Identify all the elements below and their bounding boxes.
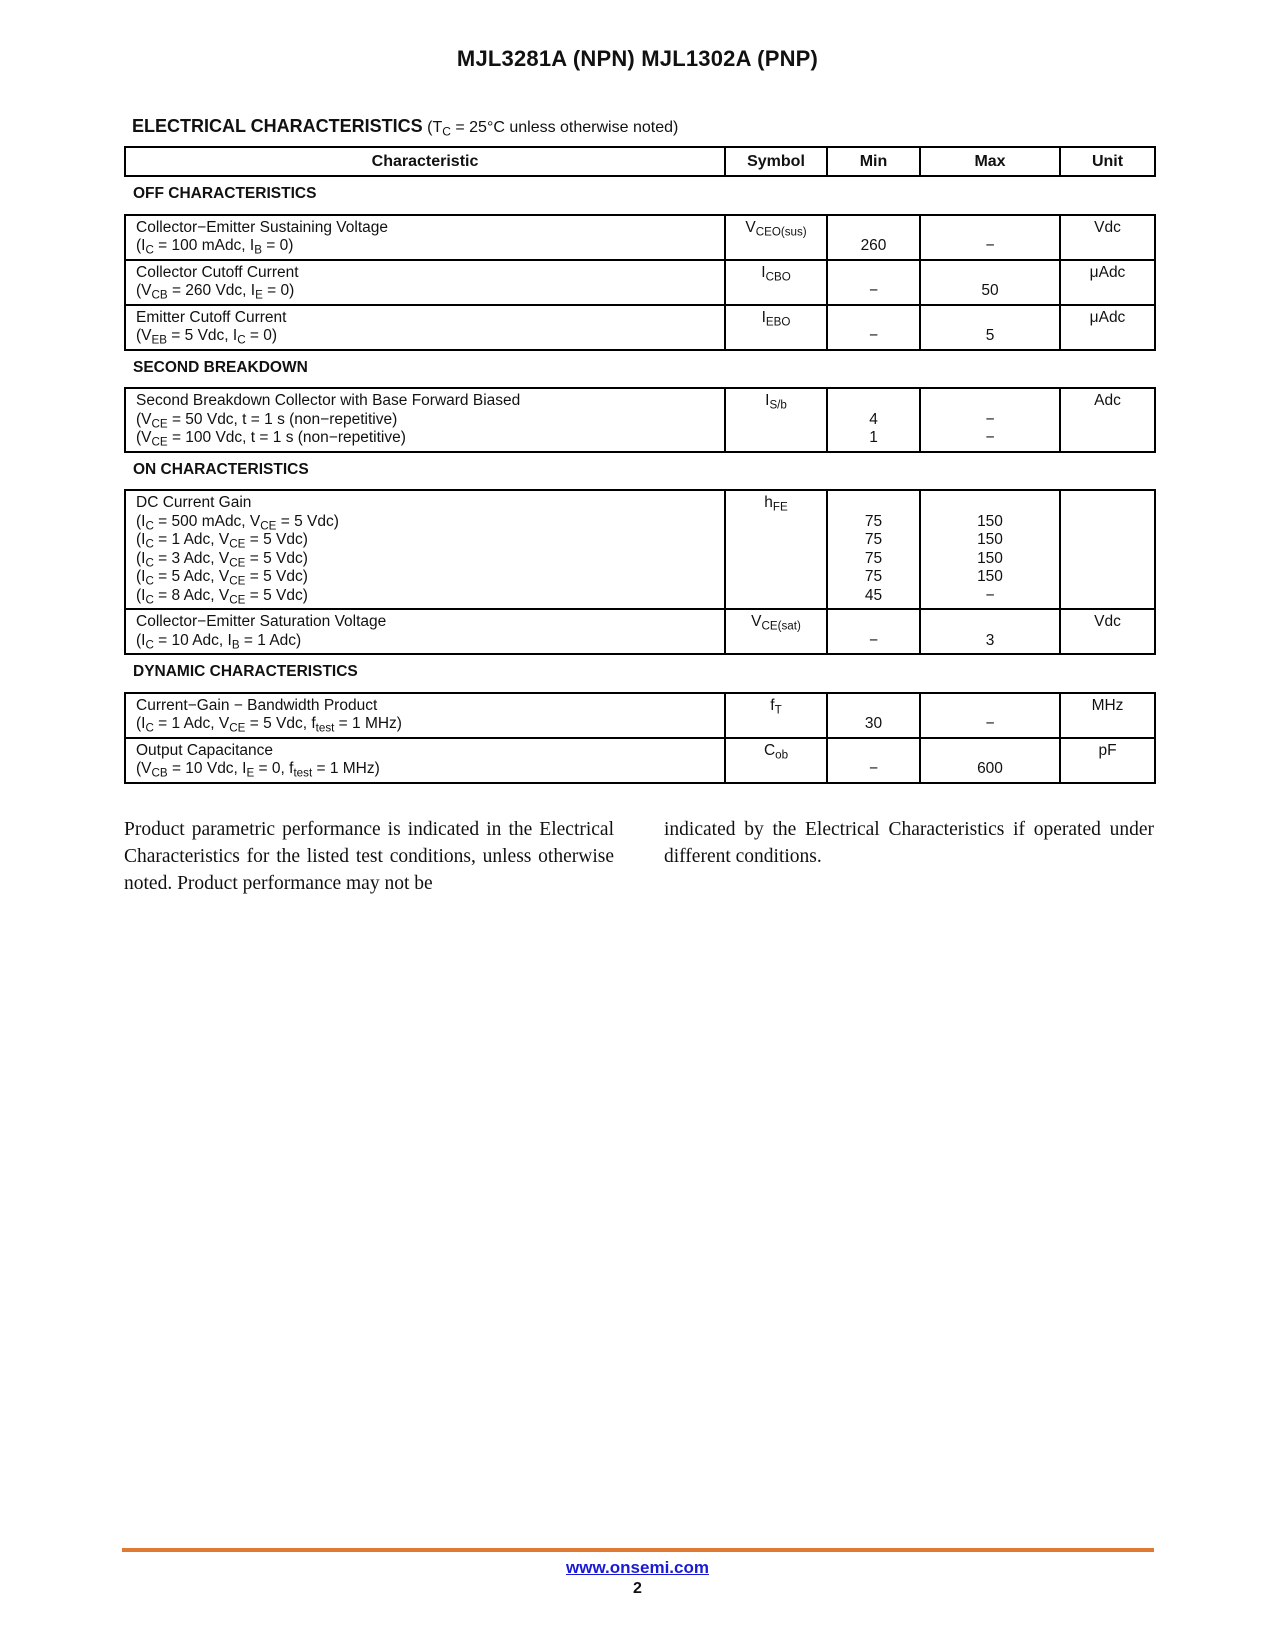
section-heading: [132, 116, 678, 137]
group-label-breakdown: SECOND BREAKDOWN: [133, 358, 308, 376]
min-cell: 260: [827, 215, 920, 260]
group-row-off: [125, 176, 1155, 215]
section-note: ($T_C = 25^\circ C$ unless otherwise noted): [427, 119, 679, 139]
table-row-vceo-sus: [125, 215, 1155, 260]
electrical-characteristics-table: [124, 146, 1156, 784]
max-cell: −: [920, 693, 1060, 738]
max-cell: −: [920, 215, 1060, 260]
group-row-on: [125, 452, 1155, 491]
symbol-cell: $I_{S/b}$: [725, 388, 827, 452]
min-cell: −: [827, 609, 920, 654]
group-label-on: ON CHARACTERISTICS: [133, 460, 309, 478]
max-cell: 150 150 150 150 −: [920, 490, 1060, 609]
unit-cell: [1060, 490, 1155, 609]
characteristic-cell: Output Capacitance ($V_{CB} = 10$ Vdc, $I_E = 0$, $f_{test} = 1$ MHz): [125, 738, 725, 783]
table-row-vce-sat: [125, 609, 1155, 654]
characteristic-cell: Collector−Emitter Saturation Voltage ($I_C = 10$ Adc, $I_B = 1$ Adc): [125, 609, 725, 654]
max-cell: 5: [920, 305, 1060, 350]
document-title: MJL3281A (NPN) MJL1302A (PNP): [456, 46, 819, 71]
table-row-icbo: [125, 260, 1155, 305]
symbol-cell: $h_{FE}$: [725, 490, 827, 609]
max-cell: 50: [920, 260, 1060, 305]
characteristic-cell: Second Breakdown Collector with Base Forward Biased ($V_{CE} = 50$ Vdc, t = 1 s (non−repetitive) ($V_{CE} = 100$ Vdc, t = 1 s (non−repetitive): [125, 388, 725, 452]
symbol-cell: $f_T$: [725, 693, 827, 738]
symbol-cell: $V_{CEO(sus)}$: [725, 215, 827, 260]
characteristic-cell: DC Current Gain ($I_C = 500$ mAdc, $V_{CE} = 5$ Vdc) ($I_C = 1$ Adc, $V_{CE} = 5$ Vdc) ($I_C = 3$ Adc, $V_{CE} = 5$ Vdc) ($I_C = 5$ Adc, $V_{CE} = 5$ Vdc) ($I_C = 8$ Adc, $V_{CE} = 5$ Vdc): [125, 490, 725, 609]
header-unit: Unit: [1060, 147, 1155, 176]
max-cell: 3: [920, 609, 1060, 654]
min-cell: 75 75 75 75 45: [827, 490, 920, 609]
group-label-dynamic: DYNAMIC CHARACTERISTICS: [133, 663, 358, 680]
symbol-cell: $V_{CE(sat)}$: [725, 609, 827, 654]
footer-divider: [122, 1548, 1154, 1552]
unit-cell: Adc: [1060, 388, 1155, 452]
unit-cell: Vdc: [1060, 215, 1155, 260]
symbol-cell: $I_{EBO}$: [725, 305, 827, 350]
min-cell: −: [827, 738, 920, 783]
min-cell: 4 1: [827, 388, 920, 452]
group-label-off: OFF CHARACTERISTICS: [133, 185, 317, 202]
section-title: ELECTRICAL CHARACTERISTICS: [132, 116, 423, 136]
disclaimer-right-column: indicated by the Electrical Characteristics if operated under different conditions.: [664, 819, 1154, 867]
table-row-hfe: [125, 490, 1155, 609]
page-number: 2: [633, 1580, 642, 1597]
header-characteristic: Characteristic: [125, 147, 725, 176]
header-symbol: Symbol: [725, 147, 827, 176]
characteristic-cell: Collector−Emitter Sustaining Voltage ($I_C = 100$ mAdc, $I_B = 0$): [125, 215, 725, 260]
min-cell: 30: [827, 693, 920, 738]
table-header-row: [125, 147, 1155, 176]
disclaimer-left-column: Product parametric performance is indicated in the Electrical Characteristics for the listed test conditions, unless otherwise noted. Product performance may not be: [124, 819, 614, 894]
group-row-breakdown: [125, 350, 1155, 389]
unit-cell: MHz: [1060, 693, 1155, 738]
table-row-isb: [125, 388, 1155, 452]
min-cell: −: [827, 260, 920, 305]
group-row-dynamic: [125, 654, 1155, 693]
table-row-iebo: [125, 305, 1155, 350]
symbol-cell: $C_{ob}$: [725, 738, 827, 783]
unit-cell: μAdc: [1060, 260, 1155, 305]
table-row-cob: [125, 738, 1155, 783]
characteristic-cell: Current−Gain − Bandwidth Product ($I_C = 1$ Adc, $V_{CE} = 5$ Vdc, $f_{test} = 1$ MHz): [125, 693, 725, 738]
characteristic-cell: Emitter Cutoff Current ($V_{EB} = 5$ Vdc, $I_C = 0$): [125, 305, 725, 350]
max-cell: 600: [920, 738, 1060, 783]
characteristic-cell: Collector Cutoff Current ($V_{CB} = 260$ Vdc, $I_E = 0$): [125, 260, 725, 305]
symbol-cell: $I_{CBO}$: [725, 260, 827, 305]
unit-cell: pF: [1060, 738, 1155, 783]
unit-cell: μAdc: [1060, 305, 1155, 350]
header-min: Min: [827, 147, 920, 176]
max-cell: − −: [920, 388, 1060, 452]
unit-cell: Vdc: [1060, 609, 1155, 654]
website-link[interactable]: www.onsemi.com: [566, 1558, 709, 1577]
header-max: Max: [920, 147, 1060, 176]
min-cell: −: [827, 305, 920, 350]
table-row-ft: [125, 693, 1155, 738]
